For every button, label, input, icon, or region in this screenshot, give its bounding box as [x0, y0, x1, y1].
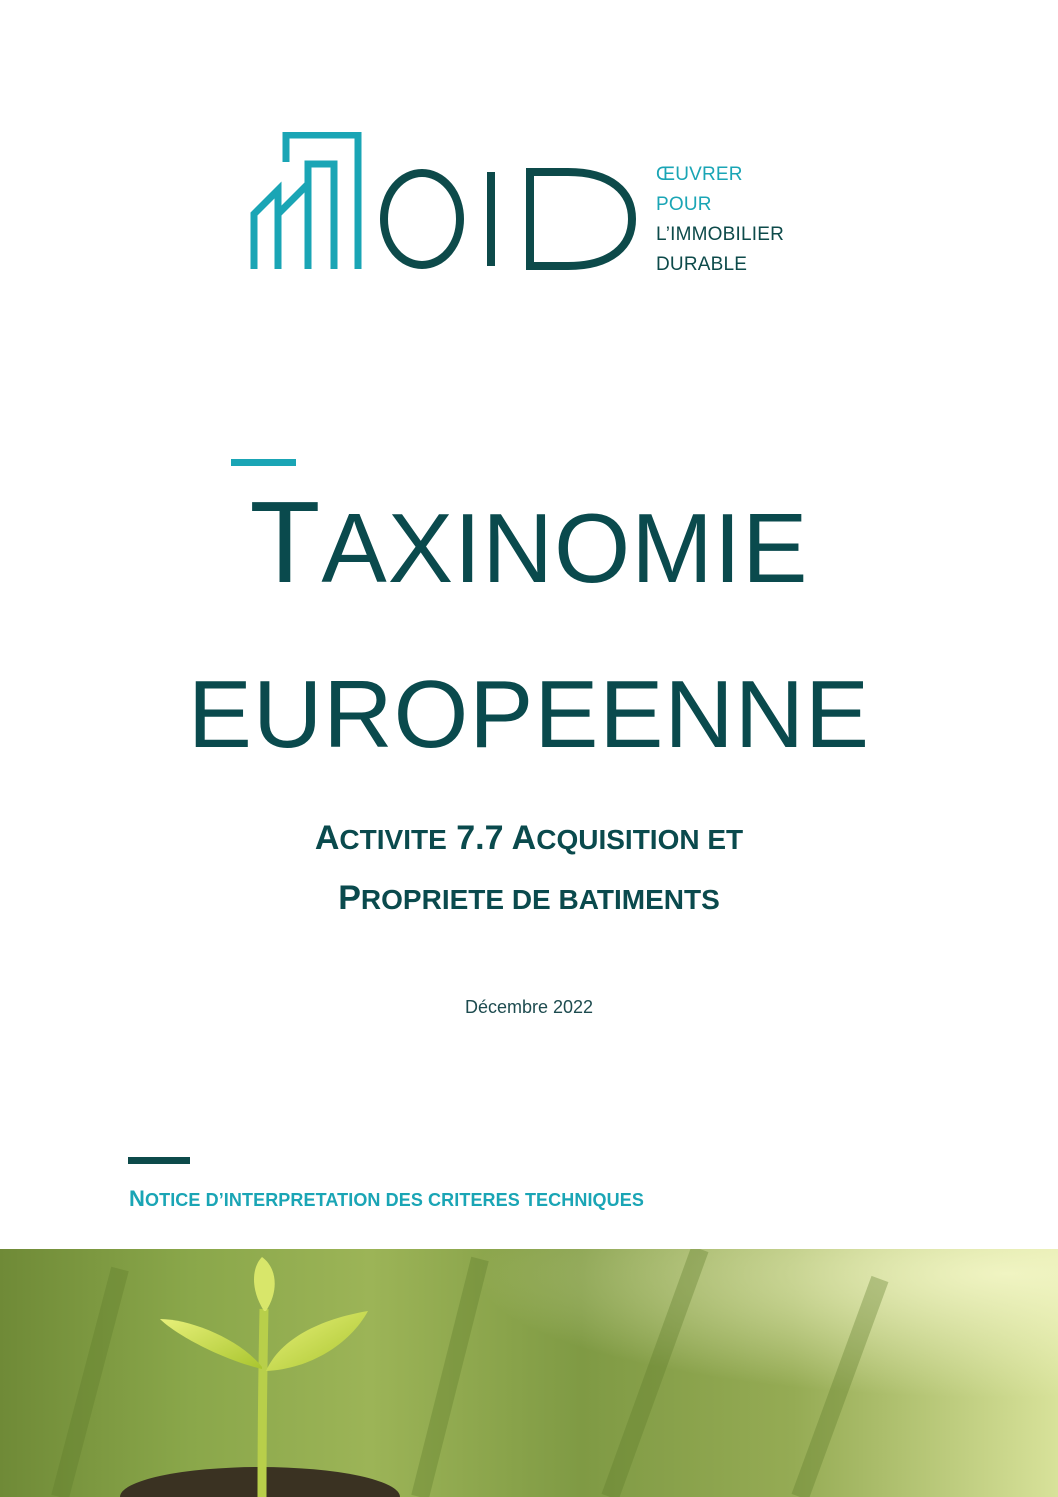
activity-number: 7.7: [446, 819, 512, 857]
subtitle-word: CQUISITION ET: [536, 824, 744, 855]
subtitle-word: ROPRIETE DE BATIMENTS: [360, 884, 720, 915]
oid-wordmark: [384, 172, 632, 266]
tagline-line: ŒUVRER: [656, 164, 743, 185]
tagline-line: POUR: [656, 194, 712, 215]
document-title-line2: EUROPEENNE: [187, 661, 871, 768]
tagline-line: DURABLE: [656, 254, 748, 275]
subtitle-initial: A: [314, 819, 340, 857]
title-accent-dash: [231, 459, 296, 466]
seedling-icon: [0, 1249, 1058, 1497]
title-initial: T: [249, 477, 322, 607]
notice-heading: [129, 1186, 644, 1212]
document-subtitle-line2: [0, 872, 1058, 926]
publication-date: Décembre 2022: [464, 997, 594, 1017]
notice-initial: N: [129, 1186, 145, 1211]
subtitle-word: CTIVITE: [339, 824, 447, 855]
building-icon: [254, 135, 358, 269]
notice-accent-dash: [128, 1157, 190, 1164]
title-rest: AXINOMIE: [321, 493, 809, 603]
oid-logo: [248, 132, 828, 275]
subtitle-initial: P: [338, 879, 361, 917]
notice-rest: OTICE D’INTERPRETATION DES CRITERES TECHNIQUES: [145, 1190, 644, 1210]
document-subtitle-line1: [0, 812, 1058, 866]
document-title-line1: [0, 477, 1058, 608]
oid-logo-mark: [248, 132, 648, 272]
tagline-line: L’IMMOBILIER: [656, 224, 785, 245]
subtitle-initial: A: [511, 819, 537, 857]
cover-photo: [0, 1249, 1058, 1497]
logo-tagline: [656, 160, 784, 280]
